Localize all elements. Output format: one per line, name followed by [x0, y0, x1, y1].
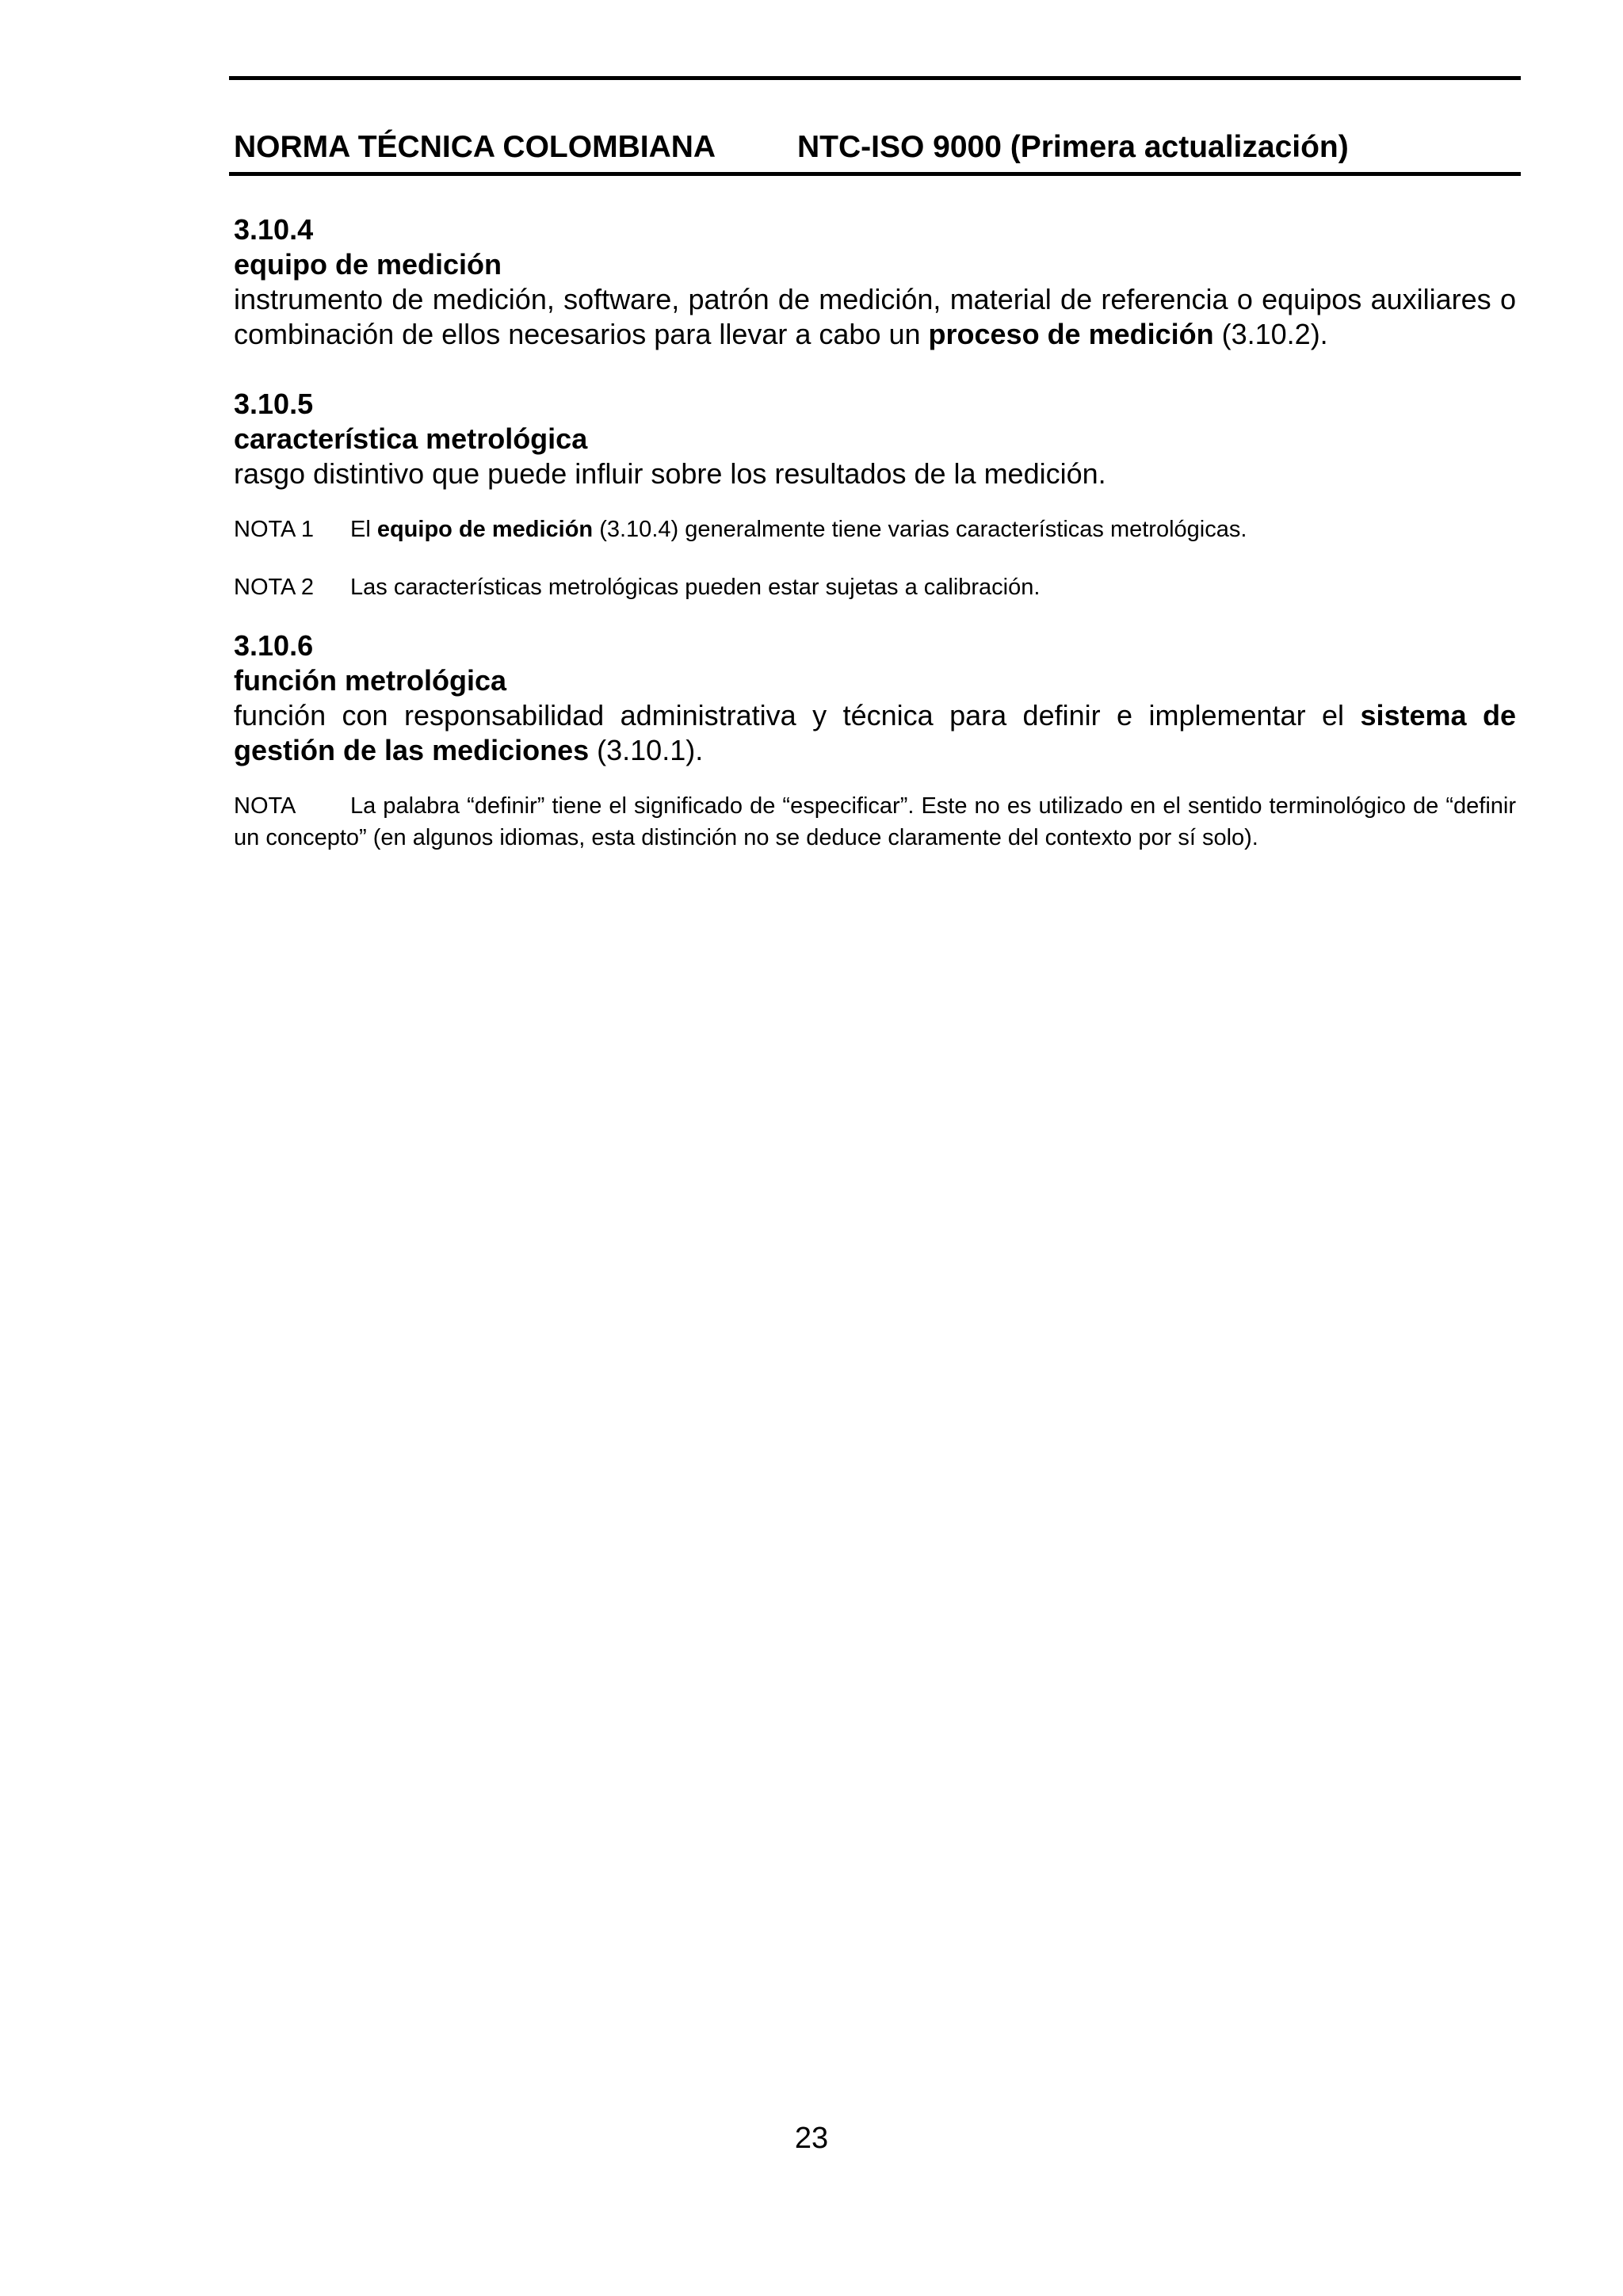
- header-top-rule: [229, 76, 1521, 80]
- header-standard-type: NORMA TÉCNICA COLOMBIANA: [234, 130, 716, 164]
- cross-reference-term: sistema de gestión de las mediciones: [234, 699, 1517, 766]
- note-label: NOTA 1: [234, 517, 314, 542]
- term-entry: [234, 628, 1516, 854]
- term-number: 3.10.4: [234, 213, 314, 246]
- header-bottom-rule: [229, 172, 1521, 176]
- page-number: 23: [794, 2122, 829, 2155]
- term-name: función metrológica: [234, 664, 507, 697]
- term-number: 3.10.6: [234, 629, 314, 662]
- term-entry: [234, 212, 1516, 352]
- term-note: NOTA La palabra “definir” tiene el significado de “especificar”. Este no es utilizado en el sentido terminológico de “definir un concepto” (en algunos idiomas, esta distinción no se deduce claramente del contexto por sí solo).: [234, 790, 1516, 854]
- cross-reference-term: proceso de medición: [928, 318, 1214, 350]
- term-number: 3.10.5: [234, 388, 314, 420]
- term-entry: [234, 387, 1516, 603]
- term-note: NOTA 1 El equipo de medición (3.10.4) generalmente tiene varias características metrológicas.: [234, 514, 1516, 545]
- cross-reference-term: equipo de medición: [376, 517, 594, 542]
- term-name: característica metrológica: [234, 422, 588, 455]
- header-standard-code: NTC-ISO 9000 (Primera actualización): [797, 130, 1349, 164]
- term-definition: rasgo distintivo que puede influir sobre los resultados de la medición.: [234, 457, 1106, 490]
- term-definition: función con responsabilidad administrativa y técnica para definir e implementar el sistema de gestión de las mediciones (3.10.1).: [234, 699, 1517, 766]
- term-note: NOTA 2 Las características metrológicas pueden estar sujetas a calibración.: [234, 571, 1516, 603]
- term-name: equipo de medición: [234, 248, 502, 281]
- document-body: [234, 212, 1516, 854]
- note-label: NOTA 2: [234, 575, 314, 600]
- note-label: NOTA: [234, 793, 296, 819]
- term-definition: instrumento de medición, software, patrón de medición, material de referencia o equipos auxiliares o combinación de ellos necesarios para llevar a cabo un proceso de medición (3.10.2).: [234, 283, 1516, 350]
